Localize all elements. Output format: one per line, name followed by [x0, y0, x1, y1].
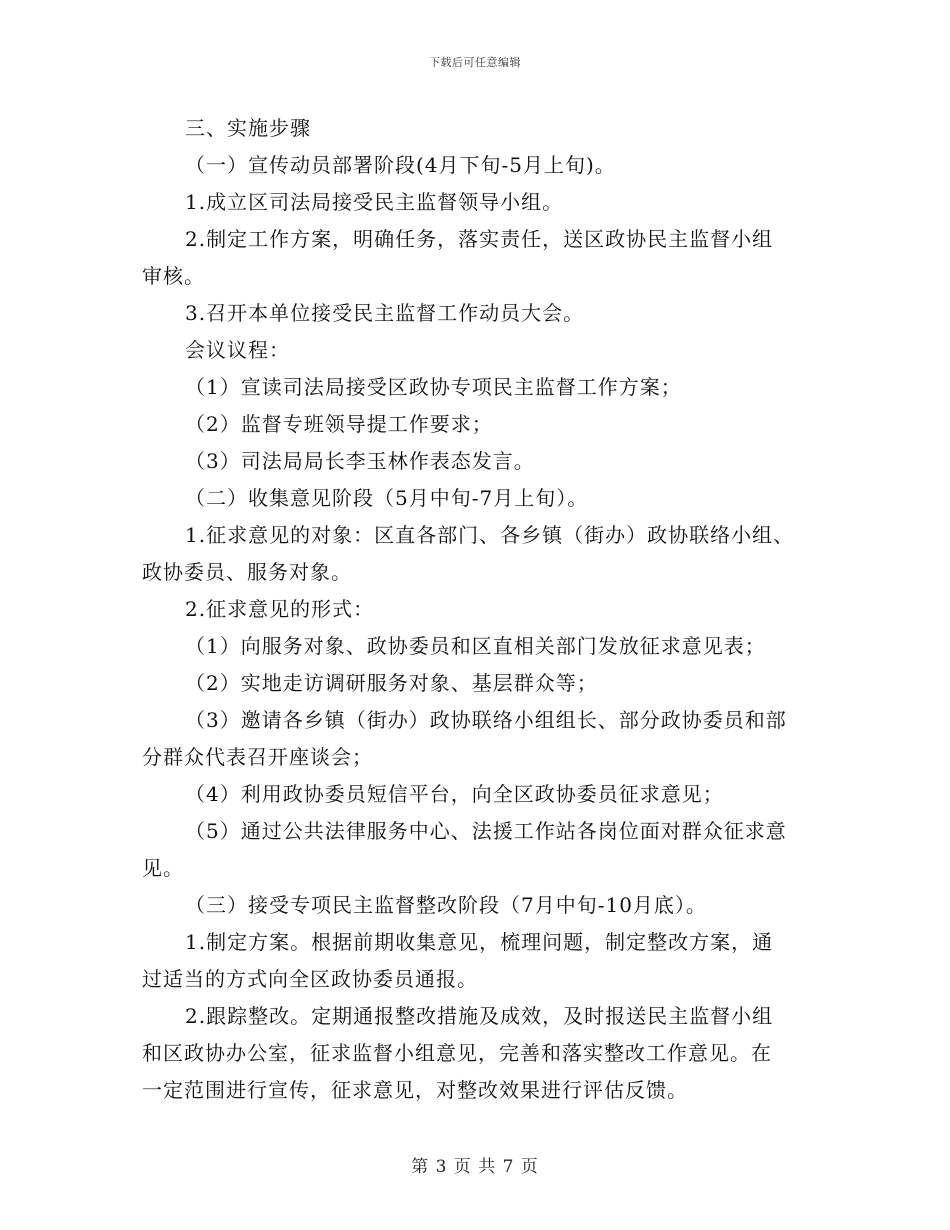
paragraph-line: （1）宣读司法局接受区政协专项民主监督工作方案； [185, 375, 682, 399]
page-header-note: 下载后可任意编辑 [429, 56, 521, 69]
paragraph-line: 1.征求意见的对象：区直各部门、各乡镇（街办）政协联络小组、 [185, 523, 795, 547]
document-body [142, 110, 822, 1109]
paragraph-line: （三）接受专项民主监督整改阶段（7月中旬-10月底）。 [185, 893, 707, 917]
paragraph-line: （二）收集意见阶段（5月中旬-7月上旬）。 [185, 486, 589, 510]
paragraph-line: 政协委员、服务对象。 [142, 560, 352, 584]
paragraph-line: 分群众代表召开座谈会； [142, 745, 373, 769]
paragraph-line: 和区政协办公室，征求监督小组意见，完善和落实整改工作意见。在 [142, 1041, 772, 1065]
paragraph-line: （一）宣传动员部署阶段(4月下旬-5月上旬)。 [185, 153, 616, 177]
paragraph-line: 1.制定方案。根据前期收集意见，梳理问题，制定整改方案，通 [185, 930, 774, 954]
paragraph-line: 三、实施步骤 [185, 116, 311, 140]
paragraph-line: 1.成立区司法局接受民主监督领导小组。 [185, 190, 564, 214]
paragraph-line: （3）邀请各乡镇（街办）政协联络小组组长、部分政协委员和部 [185, 708, 787, 732]
paragraph-line: 2.跟踪整改。定期通报整改措施及成效，及时报送民主监督小组 [185, 1004, 774, 1028]
paragraph-line: （4）利用政协委员短信平台，向全区政协委员征求意见； [185, 782, 724, 806]
paragraph-line: （2）监督专班领导提工作要求； [185, 412, 493, 436]
paragraph-line: 3.召开本单位接受民主监督工作动员大会。 [185, 301, 585, 325]
paragraph-line: 会议议程： [185, 338, 290, 362]
paragraph-line: （3）司法局局长李玉林作表态发言。 [185, 449, 535, 473]
paragraph-line: （1）向服务对象、政协委员和区直相关部门发放征求意见表； [185, 634, 766, 658]
page-number-footer: 第 3 页 共 7 页 [411, 1157, 539, 1177]
paragraph-line: （5）通过公共法律服务中心、法援工作站各岗位面对群众征求意 [185, 819, 787, 843]
paragraph-line: 过适当的方式向全区政协委员通报。 [142, 967, 478, 991]
paragraph-line: 一定范围进行宣传，征求意见，对整改效果进行评估反馈。 [142, 1078, 688, 1102]
paragraph-line: 见。 [142, 856, 184, 880]
paragraph-line: 2.制定工作方案，明确任务，落实责任，送区政协民主监督小组 [185, 227, 774, 251]
paragraph-line: 审核。 [142, 264, 205, 288]
paragraph-line: 2.征求意见的形式： [185, 597, 375, 621]
paragraph-line: （2）实地走访调研服务对象、基层群众等； [185, 671, 598, 695]
